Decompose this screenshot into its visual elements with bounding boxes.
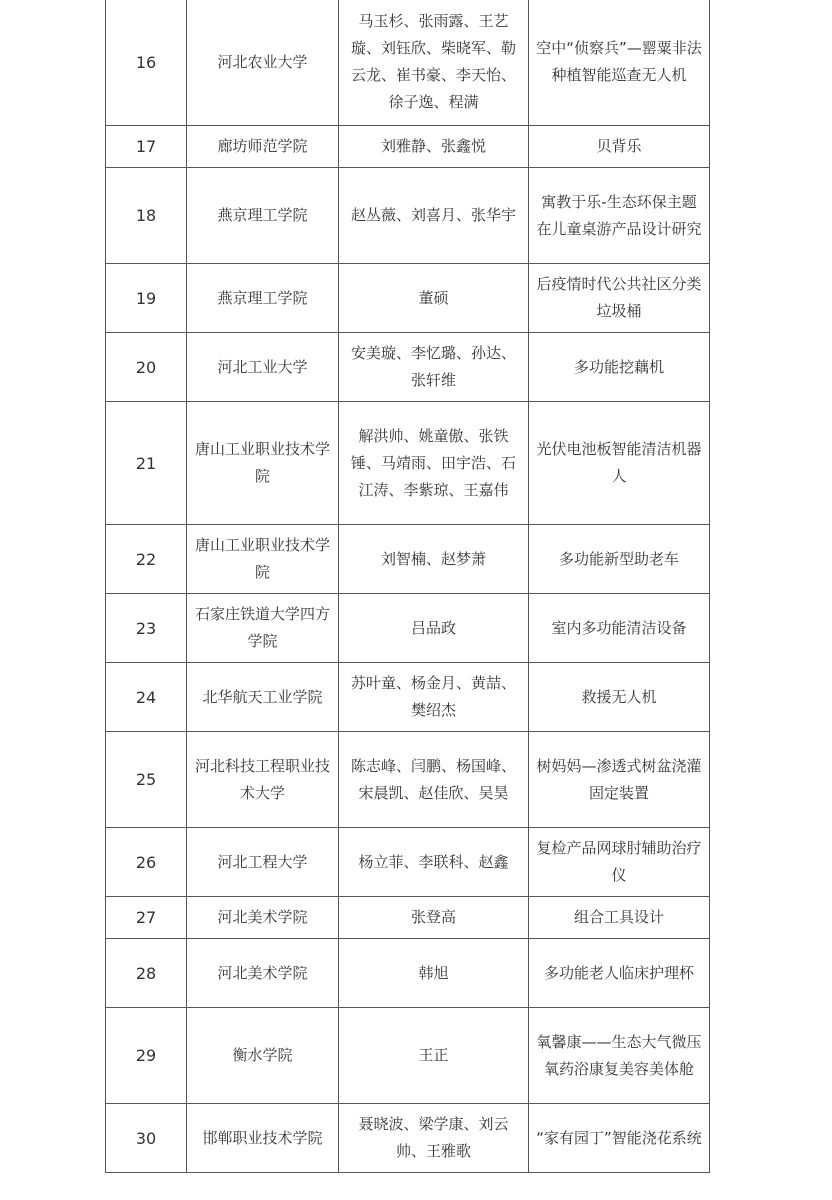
project-name: “家有园丁”智能浇花系统 [529,1104,710,1173]
team-members: 安美璇、李忆璐、孙达、张轩维 [339,333,529,402]
team-members: 聂晓波、梁学康、刘云帅、王雅歌 [339,1104,529,1173]
school-name: 河北工业大学 [187,333,339,402]
table-row [106,402,710,525]
row-number: 27 [106,897,187,939]
row-number: 23 [106,594,187,663]
project-name: 氧馨康——生态大气微压氧药浴康复美容美体舱 [529,1008,710,1104]
school-name: 河北美术学院 [187,897,339,939]
table-row [106,126,710,168]
row-number: 28 [106,939,187,1008]
project-name: 后疫情时代公共社区分类垃圾桶 [529,264,710,333]
row-number: 25 [106,732,187,828]
project-name: 多功能挖藕机 [529,333,710,402]
project-name: 贝背乐 [529,126,710,168]
project-name: 光伏电池板智能清洁机器人 [529,402,710,525]
table-row [106,1008,710,1104]
team-members: 解洪帅、姚童傲、张铁锤、马靖雨、田宇浩、石江涛、李紫琼、王嘉伟 [339,402,529,525]
row-number: 20 [106,333,187,402]
team-members: 杨立菲、李联科、赵鑫 [339,828,529,897]
project-name: 寓教于乐-生态环保主题在儿童桌游产品设计研究 [529,168,710,264]
row-number: 22 [106,525,187,594]
row-number: 21 [106,402,187,525]
team-members: 吕品政 [339,594,529,663]
team-members: 张登高 [339,897,529,939]
school-name: 衡水学院 [187,1008,339,1104]
project-name: 复检产品网球肘辅助治疗仪 [529,828,710,897]
row-number: 29 [106,1008,187,1104]
project-name: 多功能老人临床护理杯 [529,939,710,1008]
table-row [106,828,710,897]
awards-table [105,0,710,1173]
team-members: 刘智楠、赵梦萧 [339,525,529,594]
school-name: 河北科技工程职业技术大学 [187,732,339,828]
row-number: 19 [106,264,187,333]
project-name: 树妈妈—渗透式树盆浇灌固定装置 [529,732,710,828]
school-name: 邯郸职业技术学院 [187,1104,339,1173]
team-members: 马玉杉、张雨露、王艺璇、刘钰欣、柴晓军、勒云龙、崔书豪、李天怡、徐子逸、程满 [339,0,529,126]
school-name: 河北美术学院 [187,939,339,1008]
school-name: 河北农业大学 [187,0,339,126]
school-name: 河北工程大学 [187,828,339,897]
project-name: 空中“侦察兵”—罂粟非法种植智能巡查无人机 [529,0,710,126]
team-members: 董硕 [339,264,529,333]
project-name: 多功能新型助老车 [529,525,710,594]
row-number: 17 [106,126,187,168]
table-row [106,264,710,333]
table-row [106,594,710,663]
team-members: 赵丛薇、刘喜月、张华宇 [339,168,529,264]
table-row [106,939,710,1008]
row-number: 30 [106,1104,187,1173]
team-members: 陈志峰、闫鹏、杨国峰、宋晨凯、赵佳欣、吴昊 [339,732,529,828]
table-row [106,0,710,126]
row-number: 24 [106,663,187,732]
team-members: 苏叶童、杨金月、黄喆、樊绍杰 [339,663,529,732]
project-name: 室内多功能清洁设备 [529,594,710,663]
team-members: 王正 [339,1008,529,1104]
team-members: 韩旭 [339,939,529,1008]
school-name: 石家庄铁道大学四方学院 [187,594,339,663]
table-row [106,1104,710,1173]
row-number: 26 [106,828,187,897]
awards-table-body [106,0,710,1173]
project-name: 组合工具设计 [529,897,710,939]
school-name: 廊坊师范学院 [187,126,339,168]
table-row [106,663,710,732]
school-name: 燕京理工学院 [187,264,339,333]
table-row [106,168,710,264]
school-name: 唐山工业职业技术学院 [187,525,339,594]
table-row [106,897,710,939]
row-number: 16 [106,0,187,126]
table-row [106,732,710,828]
table-row [106,525,710,594]
row-number: 18 [106,168,187,264]
school-name: 燕京理工学院 [187,168,339,264]
project-name: 救援无人机 [529,663,710,732]
school-name: 北华航天工业学院 [187,663,339,732]
table-row [106,333,710,402]
team-members: 刘雅静、张鑫悦 [339,126,529,168]
school-name: 唐山工业职业技术学院 [187,402,339,525]
